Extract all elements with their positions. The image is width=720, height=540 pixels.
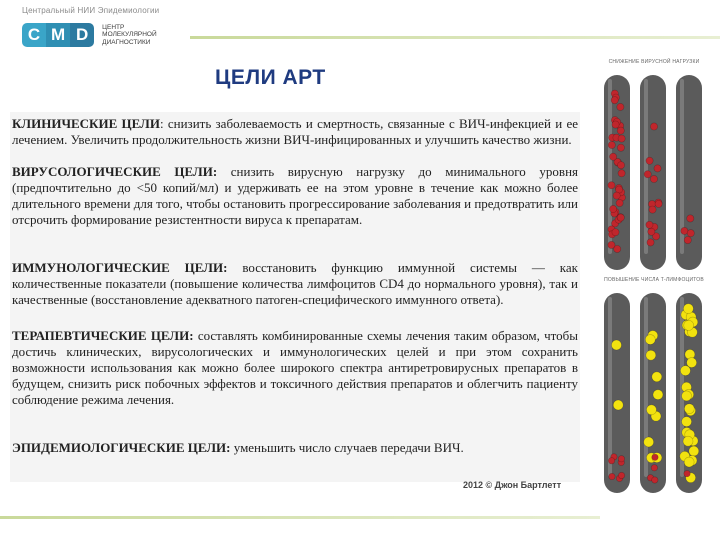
test-tube — [604, 293, 630, 493]
logo-sub-line: ДИАГНОСТИКИ — [102, 38, 151, 46]
virus-particle — [612, 121, 619, 128]
lymphocyte-cell — [611, 340, 621, 350]
virus-particle — [647, 239, 654, 246]
virus-particle — [684, 470, 690, 476]
goal-text: составлять комбинированные схемы лечения таким образом, чтобы достичь клинических, вирусологических и иммунологических целей и при этом сохранить возможности использования как можно более широкого спектра антиретровирусных препаратов в будущем, снизить риск побочных эффектов и токсичного действия препаратов и облегчить пациенту соблюдение режима лечения. — [12, 328, 578, 407]
lymphocyte-cell — [613, 400, 623, 410]
virus-particle — [609, 473, 615, 479]
virus-particle — [618, 472, 624, 478]
lymphocyte-cell — [684, 404, 694, 414]
copyright-note: 2012 © Джон Бартлетт — [463, 480, 562, 490]
virus-particle — [617, 127, 624, 134]
org-name: Центральный НИИ Эпидемиологии — [22, 6, 160, 15]
virus-particle — [610, 205, 617, 212]
virus-particle — [608, 182, 615, 189]
logo-sub-line: МОЛЕКУЛЯРНОЙ — [102, 31, 157, 39]
lymphocyte-cell — [644, 437, 654, 447]
goal-therapeutic — [12, 328, 578, 408]
lymphocyte-cell — [684, 457, 694, 467]
virus-particle — [617, 162, 624, 169]
virus-particle — [646, 221, 653, 228]
virus-particle — [650, 175, 657, 182]
lymphocyte-tubes — [596, 285, 712, 495]
logo-letter-m: M — [46, 23, 70, 47]
cmd-logo — [22, 22, 157, 48]
test-tube — [604, 75, 630, 270]
virus-particle — [610, 153, 617, 160]
virus-particle — [644, 171, 651, 178]
logo-subtitle — [102, 24, 157, 47]
lymphocyte-cell — [646, 350, 656, 360]
virus-particle — [608, 458, 614, 464]
lymphocyte-label: ПОВЫШЕНИЕ ЧИСЛА Т-ЛИМФОЦИТОВ — [604, 277, 704, 283]
goal-heading: ИММУНОЛОГИЧЕСКИЕ ЦЕЛИ: — [12, 260, 228, 275]
goal-epidemiological — [12, 440, 578, 456]
goal-heading: ВИРУСОЛОГИЧЕСКИЕ ЦЕЛИ: — [12, 164, 218, 179]
virus-particle — [646, 157, 653, 164]
lymphocyte-cell — [646, 405, 656, 415]
goal-heading: ТЕРАПЕВТИЧЕСКИЕ ЦЕЛИ: — [12, 328, 194, 343]
virus-particle — [617, 214, 624, 221]
virus-particle — [618, 170, 625, 177]
virus-particle — [612, 229, 619, 236]
lymphocyte-cell — [684, 320, 694, 330]
virus-particle — [652, 454, 658, 460]
virus-particle — [654, 165, 661, 172]
goal-text: снизить вирусную нагрузку до минимального уровня (предпочтительно до <50 копий/мл) и удерживать ее на этом уровне в течение как можно более длительного времени для того, чтобы остановить прогрессирование заболевания и предотвратить или отсрочить формирование резистентности вируса к препаратам. — [12, 164, 578, 227]
lymphocyte-cell — [680, 366, 690, 376]
lymphocyte-cell — [683, 436, 693, 446]
virus-particle — [651, 465, 657, 471]
viral-load-tubes — [596, 67, 712, 272]
goal-immunological — [12, 260, 578, 308]
goal-virological — [12, 164, 578, 228]
tubes-illustration — [596, 55, 712, 495]
goal-heading: ЭПИДЕМИОЛОГИЧЕСКИЕ ЦЕЛИ: — [12, 440, 231, 455]
virus-particle — [617, 144, 624, 151]
lymphocyte-cell — [682, 417, 692, 427]
logo-sub-line: ЦЕНТР — [102, 23, 125, 31]
lymphocyte-cell — [682, 391, 692, 401]
logo-letter-c: C — [22, 23, 46, 47]
goal-heading: КЛИНИЧЕСКИЕ ЦЕЛИ — [12, 116, 160, 131]
virus-particle — [611, 97, 618, 104]
virus-particle — [650, 123, 657, 130]
virus-particle — [618, 456, 624, 462]
slide-title: ЦЕЛИ АРТ — [215, 66, 326, 89]
virus-particle — [655, 200, 662, 207]
goal-clinical — [12, 116, 578, 148]
virus-particle — [652, 477, 658, 483]
lymphocyte-cell — [645, 335, 655, 345]
lymphocyte-cell — [653, 390, 663, 400]
virus-particle — [618, 135, 625, 142]
virus-particle — [649, 206, 656, 213]
virus-particle — [608, 141, 615, 148]
virus-particle — [684, 236, 691, 243]
logo-letter-d: D — [70, 23, 94, 47]
lymphocyte-cell — [689, 446, 699, 456]
virus-particle — [608, 241, 615, 248]
goal-text: уменьшить число случаев передачи ВИЧ. — [230, 440, 464, 455]
viral-load-label: СНИЖЕНИЕ ВИРУСНОЙ НАГРУЗКИ — [608, 59, 700, 65]
lymphocyte-cell — [652, 372, 662, 382]
goal-text: : снизить заболеваемость и смертность, связанные с ВИЧ-инфекцией и ее лечением. Увеличить продолжительность жизни ВИЧ-инфицированных и улучшить качество жизни. — [12, 116, 578, 147]
virus-particle — [687, 215, 694, 222]
virus-particle — [617, 103, 624, 110]
virus-particle — [613, 192, 620, 199]
header-divider — [190, 36, 720, 39]
lymphocyte-cell — [683, 304, 693, 314]
virus-particle — [616, 199, 623, 206]
footer-divider — [0, 516, 600, 519]
goals-text-block — [10, 112, 580, 482]
virus-particle — [648, 228, 655, 235]
virus-particle — [687, 230, 694, 237]
goal-text: восстановить функцию иммунной системы — как количественные показатели (повышение количества лимфоцитов CD4 до нормального уровня), так и качественные (восстановление адекватного патоген-специфического иммунного ответа). — [12, 260, 578, 307]
